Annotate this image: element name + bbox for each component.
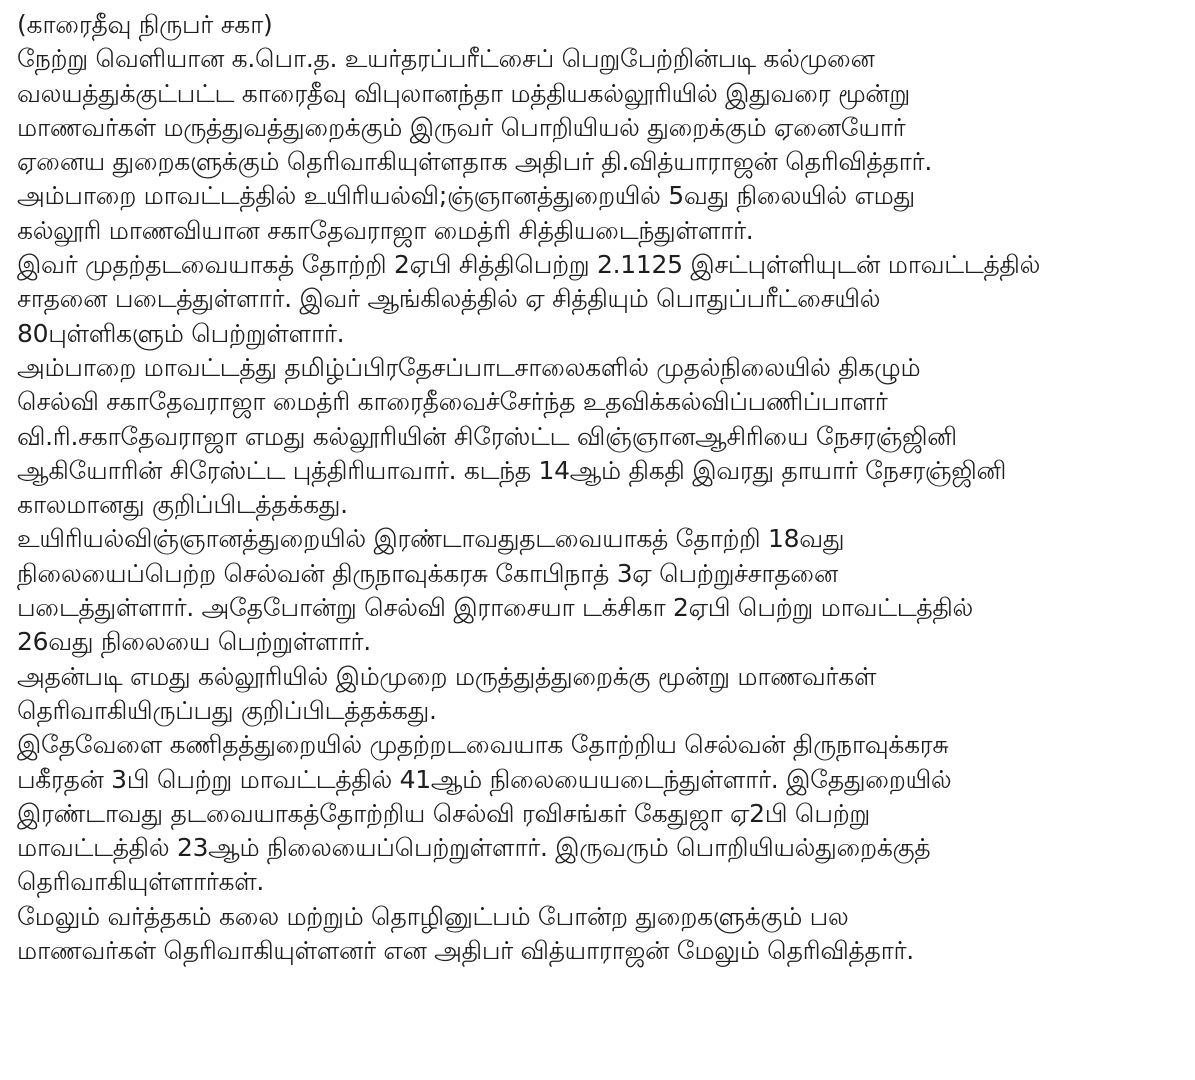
article-line: அம்பாறை மாவட்டத்து தமிழ்ப்பிரதேசப்பாடசாலைகளில் முதல்நிலையில் திகழும் [17, 352, 921, 382]
article-line: வி.ரி.சகாதேவராஜா எமது கல்லூரியின் சிரேஸ்ட்ட விஞ்ஞானஆசிரியை நேசரஞ்ஜினி [17, 421, 957, 451]
article-line: மேலும் வர்த்தகம் கலை மற்றும் தொழினுட்பம் போன்ற துறைகளுக்கும் பல [17, 901, 849, 931]
article-line: பகீரதன் 3பி பெற்று மாவட்டத்தில் 41ஆம் நிலையையடைந்துள்ளார். இதேதுறையில் [17, 764, 952, 794]
article-byline: (காரைதீவு நிருபர் சகா) [17, 10, 273, 39]
article-line: இரண்டாவது தடவையாகத்தோற்றிய செல்வி ரவிசங்கர் கேதுஜா ஏ2பி பெற்று [17, 798, 871, 828]
article-line: நேற்று வெளியான க.பொ.த. உயர்தரப்பரீட்சைப் பெறுபேற்றின்படி கல்முனை [17, 44, 875, 74]
article-line: அம்பாறை மாவட்டத்தில் உயிரியல்வி;ஞ்ஞானத்துறையில் 5வது நிலையில் எமது [17, 181, 915, 211]
article-line: மாணவர்கள் தெரிவாகியுள்ளனர் என அதிபர் வித்யாராஜன் மேலும் தெரிவித்தார். [17, 936, 914, 966]
article-line: உயிரியல்விஞ்ஞானத்துறையில் இரண்டாவதுதடவையாகத் தோற்றி 18வது [17, 524, 845, 554]
article-line: சாதனை படைத்துள்ளார். இவர் ஆங்கிலத்தில் ஏ சித்தியும் பொதுப்பரீட்சையில் [17, 284, 881, 314]
article-line: நிலையைப்பெற்ற செல்வன் திருநாவுக்கரசு கோபிநாத் 3ஏ பெற்றுச்சாதனை [17, 558, 838, 588]
article-line: 26வது நிலையை பெற்றுள்ளார். [17, 627, 371, 657]
article-line: 80புள்ளிகளும் பெற்றுள்ளார். [17, 318, 345, 348]
article-line: ஆகியோரின் சிரேஸ்ட்ட புத்திரியாவார். கடந்த 14ஆம் திகதி இவரது தாயார் நேசரஞ்ஜினி [17, 455, 1007, 485]
article-line: இதேவேளை கணிதத்துறையில் முதற்றடவையாக தோற்றிய செல்வன் திருநாவுக்கரசு [17, 730, 949, 760]
article-line: மாவட்டத்தில் 23ஆம் நிலையைப்பெற்றுள்ளார். இருவரும் பொறியியல்துறைக்குத் [17, 833, 931, 863]
article-line: படைத்துள்ளார். அதேபோன்று செல்வி இராசையா டக்சிகா 2ஏபி பெற்று மாவட்டத்தில் [17, 593, 973, 623]
article-line: காலமானது குறிப்பிடத்தக்கது. [17, 490, 348, 520]
article-line: அதன்படி எமது கல்லூரியில் இம்முறை மருத்துத்துறைக்கு மூன்று மாணவர்கள் [17, 661, 877, 691]
article-line: இவர் முதற்தடவையாகத் தோற்றி 2ஏபி சித்திபெற்று 2.1125 இசட்புள்ளியுடன் மாவட்டத்தில் [17, 250, 1041, 280]
article-line: கல்லூரி மாணவியான சகாதேவராஜா மைத்ரி சித்தியடைந்துள்ளார். [17, 215, 754, 245]
article-line: தெரிவாகியுள்ளார்கள். [17, 867, 265, 897]
article-line: தெரிவாகியிருப்பது குறிப்பிடத்தக்கது. [17, 695, 437, 725]
article-line: மாணவர்கள் மருத்துவத்துறைக்கும் இருவர் பொறியியல் துறைக்கும் ஏனையோர் [17, 112, 906, 142]
article-line: வலயத்துக்குட்பட்ட காரைதீவு விபுலானந்தா மத்தியகல்லூரியில் இதுவரை மூன்று [17, 78, 910, 108]
article-line: ஏனைய துறைகளுக்கும் தெரிவாகியுள்ளதாக அதிபர் தி.வித்யாராஜன் தெரிவித்தார். [17, 147, 932, 177]
article-line: செல்வி சகாதேவராஜா மைத்ரி காரைதீவைச்சேர்ந்த உதவிக்கல்விப்பணிப்பாளர் [17, 387, 888, 417]
